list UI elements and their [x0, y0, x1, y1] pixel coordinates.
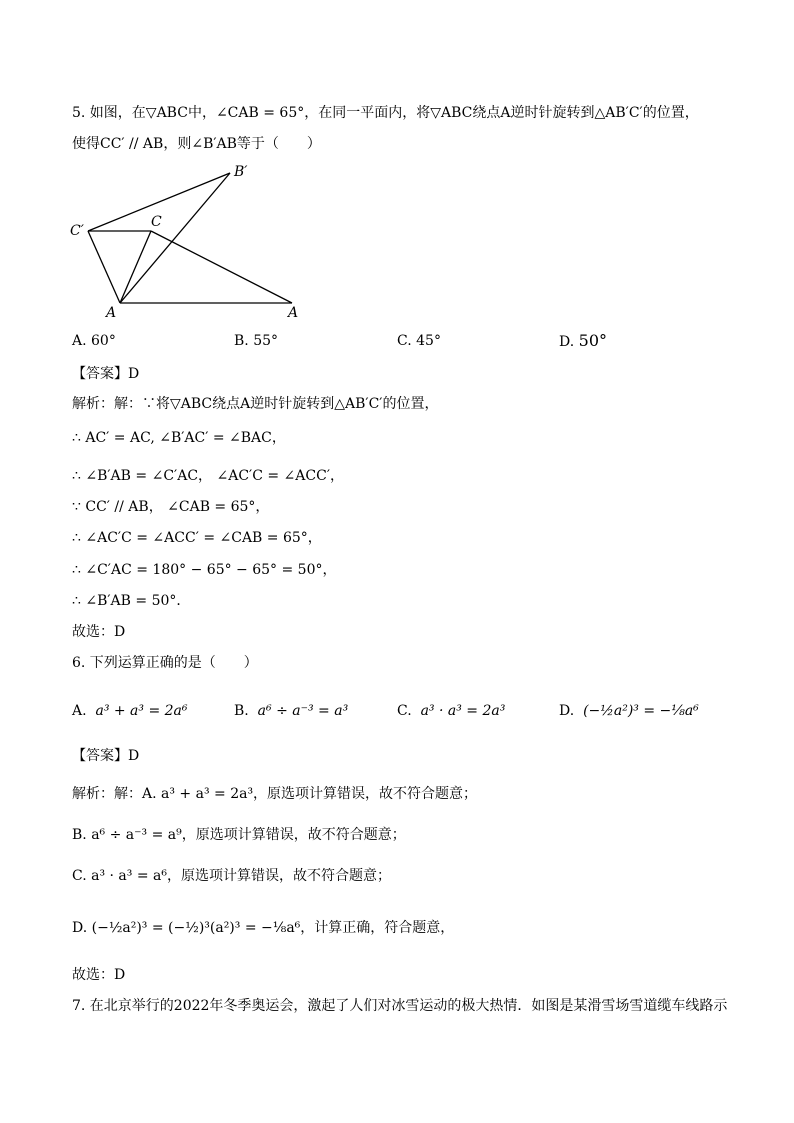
q5-choice-d: [559, 331, 607, 352]
q7-stem: 7. 在北京举行的2022年冬季奥运会，激起了人们对冰雪运动的极大热情．如图是某滑雪场雪道缆车线路示: [72, 998, 728, 1014]
q5-analysis-5: ∴ ∠AC′C = ∠ACC′ = ∠CAB = 65°，: [72, 530, 322, 546]
q5-choice-b: [234, 331, 278, 351]
q5-selection: 故选：D: [72, 624, 126, 640]
choice-letter: B.: [234, 333, 249, 349]
q5-analysis-3: ∴ ∠B′AB = ∠C′AC， ∠AC′C = ∠ACC′，: [72, 468, 344, 484]
label-c: C: [151, 214, 162, 230]
choice-letter: C.: [397, 333, 412, 349]
q5-triangle-figure: [70, 160, 330, 320]
choice-letter: A.: [72, 333, 87, 349]
q5-stem-line1: 5. 如图，在▽ABC中，∠CAB = 65°，在同一平面内，将▽ABC绕点A逆时针旋转到△AB′C′的位置，: [72, 105, 699, 121]
label-a-right: A: [288, 305, 299, 320]
q6-analysis-4: D. (−½a²)³ = (−½)³(a²)³ = −⅛a⁶，计算正确，符合题意，: [72, 920, 455, 936]
q6-choice-d: [559, 701, 699, 721]
q5-answer: 【答案】D: [72, 366, 140, 382]
label-a-left: A: [106, 305, 117, 320]
q5-analysis-7: ∴ ∠B′AB = 50°．: [72, 593, 191, 609]
choice-text: 60°: [91, 333, 116, 349]
q5-analysis-4: ∵ CC′ // AB， ∠CAB = 65°，: [72, 499, 270, 515]
choice-letter: D.: [559, 334, 575, 350]
q6-choice-b: [234, 701, 348, 721]
segment-cprime-a: [88, 231, 120, 303]
q5-stem-line2: 使得CC′ // AB，则∠B′AB等于（ ）: [72, 136, 321, 152]
choice-letter: C.: [397, 703, 412, 719]
choice-text: a³ · a³ = 2a³: [420, 703, 506, 719]
label-c-prime: C′: [70, 223, 84, 239]
q6-analysis-2: B. a⁶ ÷ a⁻³ = a⁹，原选项计算错误，故不符合题意；: [72, 827, 406, 843]
choice-letter: A.: [72, 703, 87, 719]
choice-text: (−½a²)³ = −⅛a⁶: [583, 703, 699, 719]
choice-text: 55°: [253, 333, 279, 349]
q5-analysis-1: 解析：解：∵将▽ABC绕点A逆时针旋转到△AB′C′的位置，: [72, 396, 439, 412]
label-b-prime: B′: [234, 164, 248, 180]
q5-choice-c: [397, 331, 441, 351]
q6-selection: 故选：D: [72, 967, 126, 983]
q6-choice-c: [397, 701, 505, 721]
q5-analysis-2: ∴ AC′ = AC, ∠B′AC′ = ∠BAC，: [72, 430, 286, 446]
choice-letter: B.: [234, 703, 249, 719]
q6-analysis-3: C. a³ · a³ = a⁶，原选项计算错误，故不符合题意；: [72, 868, 391, 884]
q6-stem: 6. 下列运算正确的是（ ）: [72, 655, 258, 671]
choice-text: 50°: [578, 331, 607, 350]
q5-analysis-6: ∴ ∠C′AC = 180° − 65° − 65° = 50°，: [72, 562, 337, 578]
q6-answer: 【答案】D: [72, 748, 140, 764]
segment-c-a: [120, 231, 151, 303]
choice-text: 45°: [416, 333, 441, 349]
choice-letter: D.: [559, 703, 575, 719]
segment-a-bprime: [120, 173, 230, 303]
q6-analysis-1: 解析：解：A. a³ + a³ = 2a³，原选项计算错误，故不符合题意；: [72, 786, 478, 802]
q6-choice-a: [72, 701, 188, 721]
q5-choice-a: [72, 331, 116, 351]
choice-text: a⁶ ÷ a⁻³ = a³: [257, 703, 349, 719]
segment-c-a-right: [151, 231, 292, 303]
choice-text: a³ + a³ = 2a⁶: [95, 703, 188, 719]
